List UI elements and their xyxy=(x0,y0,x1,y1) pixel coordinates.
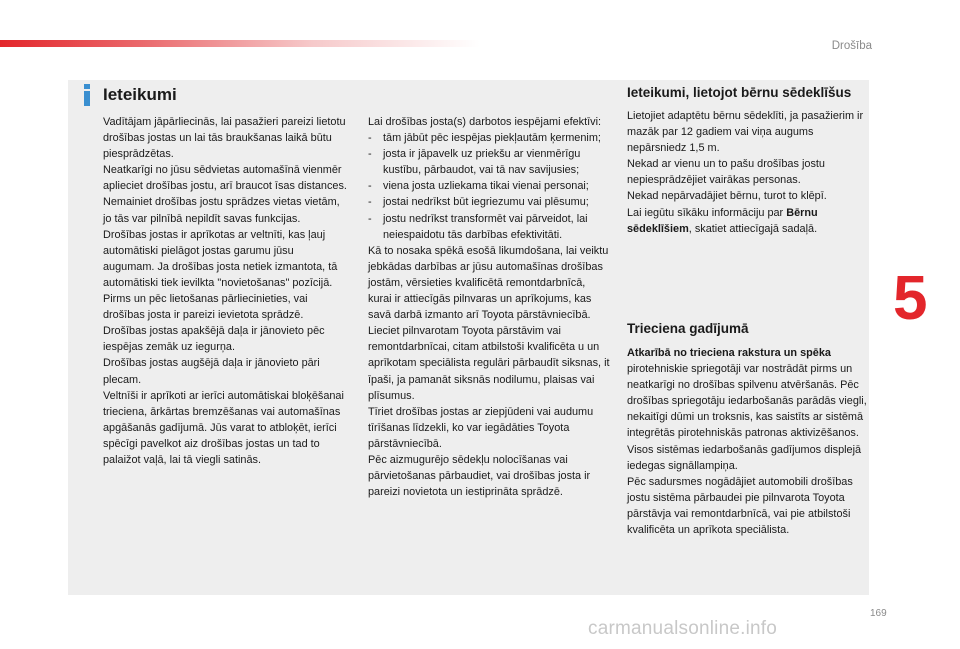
paragraph: Drošības jostas ir aprīkotas ar veltnīti, kas ļauj automātiski pielāgot jostas garumu jūsu augumam. Ja drošības josta netiek izmantota, tā automātiski tiek ievilkta "novietošanas" pozīcijā. xyxy=(103,228,338,289)
info-icon xyxy=(77,83,97,107)
child-seats-title: Ieteikumi, lietojot bērnu sēdeklīšus xyxy=(627,85,852,100)
paragraph: Lieciet pilnvarotam Toyota pārstāvim vai remontdarbnīcai, citam atbilstoši kvalificēta u un aprīkotam speciālista regulāri pārbaudīt siksnas, it īpaši, ja pamanāt siksnās nodilumu, plaisas vai plīsumus. xyxy=(368,325,610,402)
paragraph: Pirms un pēc lietošanas pārliecinieties, vai drošības josta ir pareizi ievietota sprādzē. xyxy=(103,293,308,322)
impact-title: Trieciena gadījumā xyxy=(627,321,749,336)
paragraph: Atkarībā no trieciena rakstura un spēka pirotehniskie spriegotāji var nostrādāt pirms un neatkarīgi no drošības spilvenu atvēršanās. Pēc drošības spriegotāju iedarbošanās parādās viegli, nekaitīgi dūmi un troksnis, kas saistīts ar sistēmā integrētās pirotehniskās patronas aktivizēšanos. xyxy=(627,347,867,440)
advice-column-2 xyxy=(368,114,610,500)
paragraph: Lai drošības josta(s) darbotos iespējami efektīvi: xyxy=(368,116,602,128)
paragraph: Nekad nepārvadājiet bērnu, turot to klēpī. xyxy=(627,190,827,203)
child-seats-link-text: Bērnu sēdeklīšiem xyxy=(627,206,818,235)
list-item: - tām jābūt pēc iespējas piekļautām ķermenim; xyxy=(368,132,601,145)
paragraph: Neatkarīgi no jūsu sēdvietas automašīnā vienmēr aplieciet drošības jostu, arī braucot īsas distances. xyxy=(103,164,347,193)
list-item: - viena josta uzliekama tikai vienai personai; xyxy=(368,180,589,193)
paragraph: Drošības jostas augšējā daļa ir jānovieto pāri plecam. xyxy=(103,357,320,386)
paragraph: Pēc sadursmes nogādājiet automobili drošības jostu sistēma pārbaudei pie pilnvarota Toyota pārstāvja vai remontdarbnīcā, vai pie atbilstoši kvalificēta un aprīkota speciālista. xyxy=(627,475,853,537)
advice-column-1 xyxy=(103,114,348,468)
list-item: - jostai nedrīkst būt iegriezumu vai plēsumu; xyxy=(368,196,589,209)
paragraph: Tīriet drošības jostas ar ziepjūdeni vai audumu tīrīšanas līdzekli, ko var iegādāties Toyota pārstāvniecībā. xyxy=(368,405,594,450)
page-number: 169 xyxy=(870,608,887,619)
watermark: carmanualsonline.info xyxy=(588,618,778,639)
header-accent-bar xyxy=(0,40,480,47)
paragraph: Kā to nosaka spēkā esošā likumdošana, lai veiktu jebkādas darbības ar jūsu automašīnas drošības jostām, vērsieties kvalificētā remontdarbnīcā, kurai ir attiecīgās pilnvaras un aprīkojums, kas savā darbā izmanto arī Toyota pārstāvniecībā. xyxy=(368,244,609,322)
paragraph: Visos sistēmas iedarbošanās gadījumos displejā iedegas signāllampiņa. xyxy=(627,443,862,472)
paragraph: Pēc aizmugurējo sēdekļu nolocīšanas vai pārvietošanas pārbaudiet, vai drošības josta ir pareizi novietota un iestiprināta sprādzē. xyxy=(368,453,591,499)
paragraph: Vadītājam jāpārliecinās, lai pasažieri pareizi lietotu drošības jostas un lai tās braukšanas laikā būtu piesprādzētas. xyxy=(103,116,346,161)
paragraph: Drošības jostas apakšējā daļa ir jānovieto pēc iespējas zemāk uz iegurņa. xyxy=(103,325,325,354)
paragraph: Nemainiet drošības jostu sprādzes vietas vietām, jo tās var pilnībā nepildīt savas funkcijas. xyxy=(103,196,340,225)
impact-section xyxy=(627,345,867,538)
section-title: Drošība xyxy=(831,40,872,52)
list-item: - jostu nedrīkst transformēt vai pārveidot, lai neiespaidotu tās darbības efektivitāti. xyxy=(368,212,588,241)
chapter-number: 5 xyxy=(893,264,928,333)
paragraph: Veltnīši ir aprīkoti ar ierīci automātiskai bloķēšanai trieciena, ārkārtas bremzēšanas vai automašīnas apgāšanās gadījumā. Jūs varat to atbloķēt, ierīci spēcīgi pavelkot aiz drošības jostas un tad to palaižot vaļā, lai tā viegli satinās. xyxy=(103,389,344,466)
child-seats-section xyxy=(627,85,867,237)
paragraph: Lai iegūtu sīkāku informāciju par Bērnu sēdeklīšiem, skatiet attiecīgajā sadaļā. xyxy=(627,206,818,235)
paragraph: Nekad ar vienu un to pašu drošības jostu nepiesprādzējiet vairākas personas. xyxy=(627,158,825,187)
paragraph: Lietojiet adaptētu bērnu sēdeklīti, ja pasažierim ir mazāk par 12 gadiem vai viņa augums nepārsniedz 1,5 m. xyxy=(627,110,864,155)
list-item: - josta ir jāpavelk uz priekšu ar vienmērīgu kustību, pārbaudot, vai tā nav savijusies; xyxy=(368,148,581,177)
advice-title: Ieteikumi xyxy=(103,85,177,104)
